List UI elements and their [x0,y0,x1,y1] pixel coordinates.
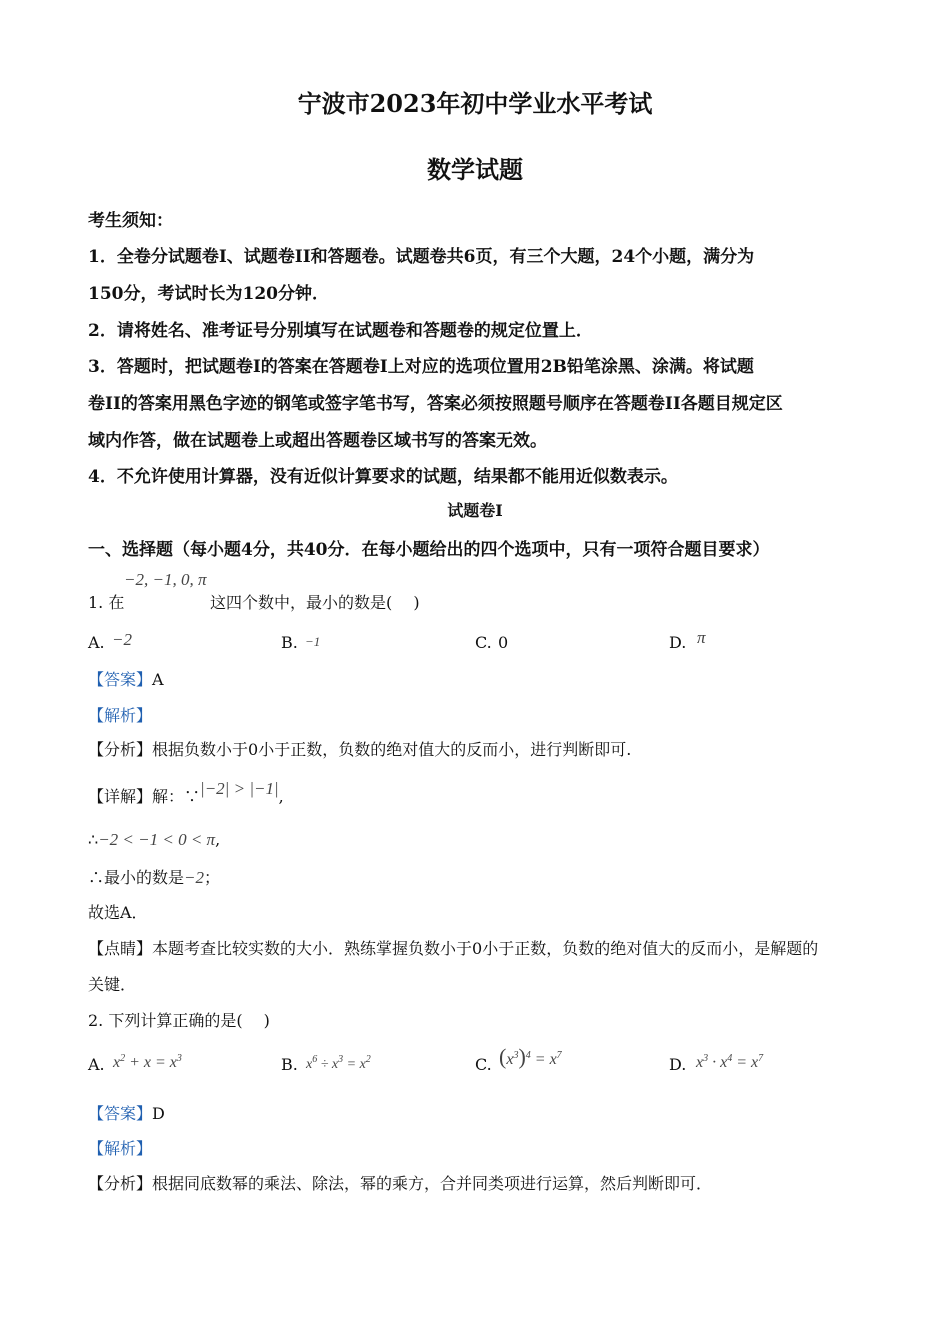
q2-option-a-formula: $x^2 + x = x^3$ [113,1053,182,1071]
notice-item-3-line-2: 卷II的答案用黑色字迹的钢笔或签字笔书写，答案必须按照题号顺序在答题卷II各题目规定区 [88,394,783,414]
q1-detail-prefix: 解：∵ [152,787,201,806]
q1-option-b-label: B. [281,633,298,652]
q1-analysis-tag: 【解析】 [88,706,153,725]
q1-suffix: 这四个数中，最小的数是( ) [210,593,420,612]
q2-option-b-formula: $x^6 \div x^3 = x^2$ [306,1054,371,1072]
q1-fenxi-line [88,737,631,760]
fenxi-tag: 【分析】 [88,740,153,759]
q2-analysis-tag: 【解析】 [88,1139,153,1158]
q1-answer: A [152,670,164,689]
q2-option-d-label: D. [669,1055,687,1074]
notice-item-1-line-2: 150分，考试时长为120分钟． [88,284,329,304]
q1-fenxi-text: 根据负数小于0小于正数，负数的绝对值大的反而小，进行判断即可. [152,740,632,759]
q2-fenxi-text: 根据同底数幂的乘法、除法，幂的乘方，合并同类项进行运算，然后判断即可． [152,1174,713,1193]
q2-prompt: 2. 下列计算正确的是( ) [88,1011,270,1030]
dianjing-tag: 【点睛】 [88,939,153,958]
q2-option-c-label: C. [475,1055,492,1074]
section-title: 试题卷I [447,501,503,520]
q2-fenxi-line [88,1171,712,1194]
detail-tag: 【详解】 [88,787,153,806]
notice-item-2: 2．请将姓名、准考证号分别填写在试题卷和答题卷的规定位置上． [88,321,593,341]
document-subtitle: 数学试题 [427,155,523,184]
q1-detail-line [88,779,284,807]
q1-option-d-label: D. [669,633,687,652]
q1-dianjing-line-2: 关键． [88,975,137,994]
part-heading: 一、选择题（每小题4分，共40分．在每小题给出的四个选项中，只有一项符合题目要求） [88,540,770,560]
notice-item-3-line-3: 域内作答，做在试题卷上或超出答题卷区域书写的答案无效。 [88,431,547,451]
q1-line-4: 故选A． [88,903,148,922]
q1-option-c-label: C. [475,633,492,652]
q2-option-d-formula: $x^3 \cdot x^4 = x^7$ [696,1053,764,1071]
q1-line-3-math: −2 [184,868,204,887]
q1-line-3 [88,865,220,888]
q1-option-b-value: −1 [305,634,321,649]
q2-option-a-label: A. [88,1055,105,1074]
q1-option-a-value: −2 [112,630,132,649]
q1-dianjing-text: 本题考查比较实数的大小．熟练掌握负数小于0小于正数，负数的绝对值大的反而小，是解题的 [152,939,819,958]
fenxi-tag: 【分析】 [88,1174,153,1193]
notice-item-1-line-1: 1．全卷分试题卷I、试题卷II和答题卷。试题卷共6页，有三个大题，24个小题，满分为 [88,247,755,267]
q1-option-a-label: A. [88,633,105,652]
q1-line-2-suffix: , [215,830,221,849]
q1-number-list: −2, −1, 0, π [124,570,207,589]
q2-answer-line [88,1101,165,1124]
document-title: 宁波市2023年初中学业水平考试 [297,89,653,118]
answer-tag: 【答案】 [88,670,153,689]
notice-item-4: 4．不允许使用计算器，没有近似计算要求的试题，结果都不能用近似数表示。 [88,467,678,487]
q1-detail-suffix: , [278,787,284,806]
answer-tag: 【答案】 [88,1104,153,1123]
q1-line-3-prefix: ∴最小的数是 [88,868,185,887]
q1-line-2 [88,830,220,850]
notice-heading: 考生须知： [88,211,173,231]
q2-answer: D [152,1104,165,1123]
q1-line-2-math: −2 < −1 < 0 < π [98,830,216,849]
notice-item-3-line-1: 3．答题时，把试题卷I的答案在答题卷I上对应的选项位置用2B铅笔涂黑、涂满。将试题 [88,357,754,377]
q1-line-3-suffix: ； [204,868,221,887]
q1-option-d-value: π [697,628,706,647]
q1-prefix: 1. 在 [88,593,125,612]
q2-option-b-label: B. [281,1055,298,1074]
q2-option-c-formula: $(x^3)^4 = x^7$ [499,1044,562,1069]
q1-dianjing-line-1 [88,936,818,959]
q1-answer-line [88,667,164,690]
q1-detail-math: |−2| > |−1| [200,779,279,798]
therefore-symbol: ∴ [88,830,99,849]
q1-option-c-value: 0 [498,633,509,652]
